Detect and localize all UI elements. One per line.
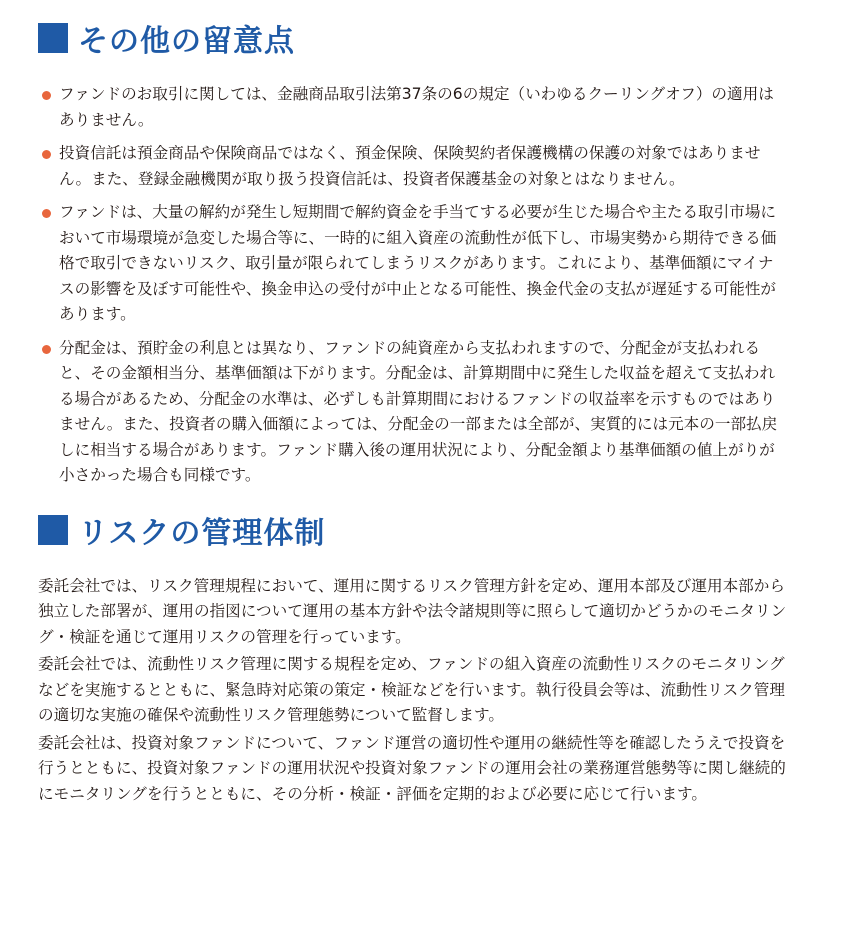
bullet-dot-icon [42, 150, 51, 159]
section-title: リスクの管理体制 [78, 515, 326, 551]
section-heading-risk-management [38, 506, 788, 554]
list-item-text: ファンドのお取引に関しては、金融商品取引法第37条の6の規定（いわゆるクーリングオフ）の適用はありません。 [59, 85, 774, 129]
paragraph: 委託会社は、投資対象ファンドについて、ファンド運営の適切性や運用の継続性等を確認したうえで投資を行うとともに、投資対象ファンドの運用状況や投資対象ファンドの運用会社の業務運営態勢等に関し継続的にモニタリングを行うとともに、その分析・検証・評価を定期的および必要に応じて行います。 [38, 733, 786, 803]
risk-management-body [38, 574, 788, 808]
paragraph: 委託会社では、流動性リスク管理に関する規程を定め、ファンドの組入資産の流動性リスクのモニタリングなどを実施するとともに、緊急時対応策の策定・検証などを行います。執行役員会等は、流動性リスク管理の適切な実施の確保や流動性リスク管理態勢について監督します。 [38, 655, 785, 724]
bullet-dot-icon [42, 209, 51, 218]
section-title: その他の留意点 [78, 24, 295, 59]
list-item [38, 141, 788, 192]
bullet-dot-icon [42, 345, 51, 354]
list-item-text: 分配金は、預貯金の利息とは異なり、ファンドの純資産から支払われますので、分配金が支払われると、その金額相当分、基準価額は下がります。分配金は、計算期間中に発生した収益を超えて支払われる場合があるため、分配金の水準は、必ずしも計算期間におけるファンドの収益率を示すものではありません。また、投資者の購入価額によっては、分配金の一部または全部が、実質的には元本の一部払戻しに相当する場合があります。ファンド購入後の運用状況により、分配金額より基準価額の値上がりが小さかった場合も同様です。 [59, 338, 778, 484]
list-item [38, 200, 788, 328]
section-heading-other-notes [38, 14, 788, 62]
list-item [38, 82, 788, 133]
list-item-text: 投資信託は預金商品や保険商品ではなく、預金保険、保険契約者保護機構の保護の対象ではありません。また、登録金融機関が取り扱う投資信託は、投資者保護基金の対象とはなりません。 [59, 144, 761, 188]
bullet-dot-icon [42, 91, 51, 100]
paragraph: 委託会社では、リスク管理規程において、運用に関するリスク管理方針を定め、運用本部及び運用本部から独立した部署が、運用の指図について運用の基本方針や法令諸規則等に照らして適切かどうかのモニタリング・検証を通じて運用リスクの管理を行っています。 [38, 576, 787, 646]
list-item-text: ファンドは、大量の解約が発生し短期間で解約資金を手当てする必要が生じた場合や主たる取引市場において市場環境が急変した場合等に、一時的に組入資産の流動性が低下し、市場実勢から期待できる価格で取引できないリスク、取引量が限られてしまうリスクがあります。これにより、基準価額にマイナスの影響を及ぼす可能性や、換金申込の受付が中止となる可能性、換金代金の支払が遅延する可能性があります。 [59, 203, 777, 323]
heading-square-icon [38, 515, 68, 545]
list-item [38, 336, 788, 489]
notes-list [38, 82, 788, 489]
heading-square-icon [38, 23, 68, 53]
